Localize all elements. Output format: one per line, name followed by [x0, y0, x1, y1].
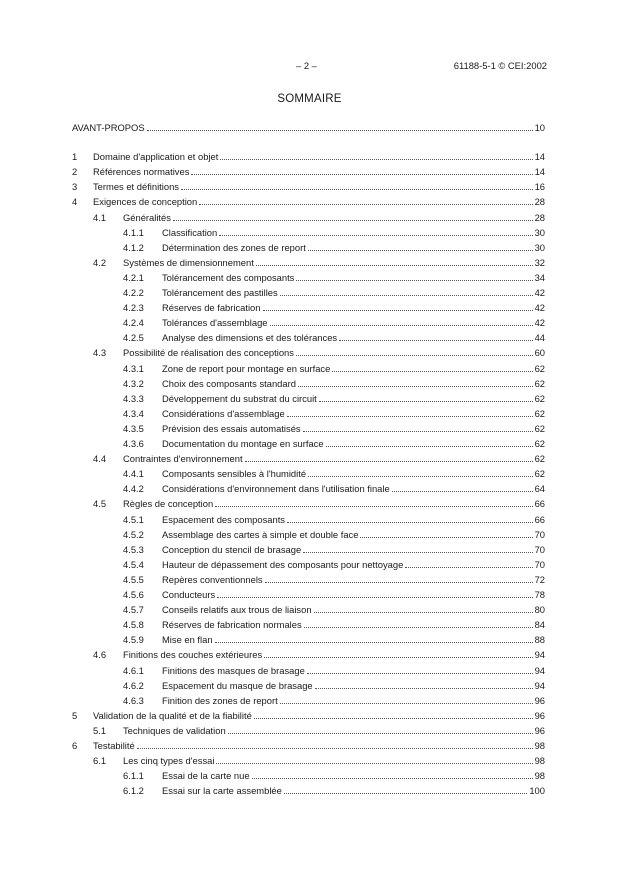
toc-entry-page: 98 [534, 740, 545, 751]
dot-leader [215, 641, 533, 643]
toc-entry-title: Règles de conception [123, 498, 214, 510]
toc-entry-title: Espacement du masque de brasage [162, 679, 313, 691]
toc-entry[interactable] [72, 162, 545, 177]
dot-leader [256, 264, 533, 266]
toc-entry-title: Essai sur la carte assemblée [162, 785, 282, 797]
dot-leader [280, 294, 533, 296]
toc-entry-title: Tolérancement des pastilles [162, 287, 278, 298]
toc-entry-title: Détermination des zones de report [162, 241, 306, 253]
toc-entry-number: 3 [72, 181, 78, 193]
toc-entry[interactable] [72, 736, 545, 751]
dot-leader [252, 777, 533, 779]
toc-entry-number: 4.5.1 [123, 513, 144, 525]
toc-entry[interactable] [72, 328, 545, 343]
toc-entry[interactable] [72, 721, 545, 736]
toc-entry-number: 4.4.2 [123, 483, 144, 495]
toc-entry-title: Assemblage des cartes à simple et double face [162, 528, 359, 540]
toc-entry-page: 14 [534, 166, 545, 178]
toc-entry[interactable] [72, 208, 545, 223]
dot-leader [298, 385, 533, 387]
toc-entry[interactable] [72, 781, 545, 796]
toc-entry-page: 64 [534, 483, 545, 495]
dot-leader [296, 279, 532, 281]
dot-leader [304, 626, 533, 628]
toc-entry-page: 30 [534, 241, 545, 253]
toc-entry[interactable] [72, 661, 545, 676]
dot-leader [287, 415, 533, 417]
toc-entry-title: Finitions des couches extérieures [123, 649, 263, 661]
toc-entry-page: 66 [534, 513, 545, 525]
document-reference: 61188-5-1 © CEI:2002 [453, 60, 547, 71]
toc-entry-title: Développement du substrat du circuit [162, 392, 317, 404]
dot-leader [392, 490, 533, 492]
dot-leader [307, 672, 533, 674]
toc-entry-title: Considérations d'environnement dans l'utilisation finale [162, 483, 390, 495]
dot-leader [303, 551, 532, 553]
toc-entry-title: Conducteurs [162, 589, 216, 600]
toc-entry[interactable] [72, 223, 545, 238]
toc-entry-number: 4.5.4 [123, 558, 144, 570]
toc-entry-title: Analyse des dimensions et des tolérances [162, 332, 338, 344]
toc-entry[interactable] [72, 555, 545, 570]
dot-leader [254, 717, 533, 719]
toc-entry-page: 98 [534, 755, 545, 767]
toc-entry-title: Classification [162, 226, 218, 238]
toc-entry[interactable] [72, 343, 545, 358]
toc-entry-title: Conception du stencil de brasage [162, 543, 302, 555]
toc-entry[interactable] [72, 645, 545, 660]
toc-entry[interactable] [72, 313, 545, 328]
toc-entry-page: 10 [534, 122, 545, 133]
toc-entry-page: 66 [534, 498, 545, 510]
dot-leader [191, 173, 532, 175]
toc-entry-title: Réserves de fabrication [162, 302, 261, 314]
dot-leader [219, 234, 532, 236]
toc-entry-number: 4.5.5 [123, 573, 144, 585]
toc-entry[interactable] [72, 494, 545, 509]
toc-entry-page: 16 [534, 181, 545, 193]
toc-entry-title: Testabilité [93, 740, 135, 751]
dot-leader [181, 188, 533, 190]
toc-entry[interactable] [72, 253, 545, 268]
toc-entry[interactable] [72, 192, 545, 207]
dot-leader [308, 249, 533, 251]
toc-entry-page: 62 [534, 407, 545, 419]
toc-entry-number: 4.5.3 [123, 543, 144, 555]
dot-leader [284, 792, 528, 794]
toc-entry-number: 4.5.7 [123, 604, 144, 616]
toc-entry-page: 44 [534, 332, 545, 344]
dot-leader [339, 339, 532, 341]
toc-entry[interactable] [72, 751, 545, 766]
toc-entry-number: 4.3.4 [123, 407, 144, 419]
toc-entry-title: Mise en flan [162, 634, 213, 646]
toc-entry-number: 4.1.1 [123, 226, 144, 238]
dot-leader [263, 309, 533, 311]
toc-entry-page: 98 [534, 770, 545, 782]
toc-entry-page: 70 [534, 543, 545, 555]
toc-entry[interactable] [72, 419, 545, 434]
toc-entry-page: 14 [534, 151, 545, 163]
toc-entry-title: Réserves de fabrication normales [162, 619, 302, 631]
dot-leader [217, 596, 532, 598]
toc-entry-page: 72 [534, 573, 545, 585]
dot-leader [270, 324, 533, 326]
toc-entry[interactable] [72, 359, 545, 374]
toc-entry-page: 42 [534, 302, 545, 314]
toc-title: SOMMAIRE [277, 93, 342, 105]
dot-leader [245, 460, 533, 462]
toc-entry-page: 30 [534, 226, 545, 238]
toc-entry-page: 96 [534, 709, 545, 721]
toc-entry[interactable] [72, 570, 545, 585]
toc-entry-number: 4.6.2 [123, 679, 144, 691]
toc-entry-number: 4.3.2 [123, 377, 144, 389]
toc-entry-page: 94 [534, 649, 545, 661]
dot-leader [147, 129, 533, 131]
toc-entry-title: Prévision des essais automatisés [162, 422, 301, 434]
toc-entry-page: 96 [534, 724, 545, 736]
toc-entry-title: Généralités [123, 211, 171, 223]
toc-entry-page: 100 [529, 785, 545, 797]
toc-entry-title: Contraintes d'environnement [123, 453, 243, 465]
toc-entry[interactable] [72, 238, 545, 253]
toc-entry-page: 34 [534, 271, 545, 283]
toc-entry-page: 78 [534, 589, 545, 600]
toc-entry-page: 70 [534, 558, 545, 570]
toc-entry-number: 5 [72, 709, 78, 721]
toc-entry[interactable] [72, 374, 545, 389]
toc-entry-title: Considérations d'assemblage [162, 407, 285, 419]
toc-entry-title: Validation de la qualité et de la fiabilité [93, 709, 252, 721]
toc-entry-title: Finition des zones de report [162, 694, 278, 706]
toc-entry-title: Possibilité de réalisation des conceptions [123, 347, 294, 359]
toc-entry[interactable] [72, 676, 545, 691]
toc-entry-title: Termes et définitions [93, 181, 179, 193]
toc-entry-number: 4.2.2 [123, 287, 144, 298]
toc-entry-page: 62 [534, 392, 545, 404]
toc-entry-number: 4.3.1 [123, 362, 144, 374]
toc-entry-number: 4.3.3 [123, 392, 144, 404]
dot-leader [326, 445, 533, 447]
toc-entry-page: 62 [534, 438, 545, 449]
toc-entry-number: 4.3.6 [123, 438, 144, 449]
dot-leader [332, 370, 532, 372]
toc-entry-page: 62 [534, 362, 545, 374]
toc-entry-title: Zone de report pour montage en surface [162, 362, 331, 374]
toc-entry-title: Choix des composants standard [162, 377, 296, 389]
toc-entry-number: 4.5.9 [123, 634, 144, 646]
toc-entry-page: 28 [534, 196, 545, 208]
toc-entry-number: 4.4 [93, 453, 107, 465]
toc-entry[interactable] [72, 540, 545, 555]
toc-entry-number: 5.1 [93, 724, 107, 736]
toc-entry-title: Tolérancement des composants [162, 271, 295, 283]
toc-entry[interactable] [72, 389, 545, 404]
toc-entry-title: Hauteur de dépassement des composants pour nettoyage [162, 558, 404, 570]
dot-leader [265, 581, 533, 583]
page-number: – 2 – [296, 60, 317, 71]
dot-leader [199, 203, 532, 205]
toc-entry-title: Documentation du montage en surface [162, 438, 324, 449]
toc-entry-title: Repères conventionnels [162, 573, 263, 585]
dot-leader [308, 475, 533, 477]
toc-entry[interactable] [72, 147, 545, 162]
toc-entry-page: 42 [534, 287, 545, 298]
toc-entry-page: 94 [534, 679, 545, 691]
toc-entry-page: 62 [534, 377, 545, 389]
toc-entry[interactable] [72, 479, 545, 494]
dot-leader [287, 521, 533, 523]
toc-entry-number: 4.6 [93, 649, 107, 661]
toc-entry-number: 4.6.3 [123, 694, 144, 706]
toc-entry-page: 84 [534, 619, 545, 631]
toc-entry-number: 4.2.1 [123, 271, 144, 283]
dot-leader [405, 566, 532, 568]
toc-entry-number: 4 [72, 196, 78, 208]
toc-entry-number: 4.5.2 [123, 528, 144, 540]
toc-entry-number: 4.4.1 [123, 468, 144, 480]
toc-entry[interactable] [72, 525, 545, 540]
toc-entry-title: Systèmes de dimensionnement [123, 256, 254, 268]
toc-entry-number: 4.2.4 [123, 317, 144, 329]
toc-entry-title: Domaine d'application et objet [93, 151, 219, 163]
toc-entry-page: 62 [534, 453, 545, 465]
toc-entry-page: 70 [534, 528, 545, 540]
toc-entry[interactable] [72, 615, 545, 630]
toc-entry-number: 4.5.8 [123, 619, 144, 631]
toc-entry-page: 80 [534, 604, 545, 616]
toc-entry[interactable] [72, 766, 545, 781]
toc-entry-title: Composants sensibles à l'humidité [162, 468, 307, 480]
toc-entry-number: 6.1.2 [123, 785, 144, 797]
dot-leader [220, 158, 532, 160]
toc-entry[interactable] [72, 268, 545, 283]
toc-entry-page: 94 [534, 664, 545, 676]
toc-entry[interactable] [72, 600, 545, 615]
toc-entry-number: 4.3.5 [123, 422, 144, 434]
toc-entry-page: 42 [534, 317, 545, 329]
toc-entry-number: 4.5 [93, 498, 107, 510]
toc-entry-page: 60 [534, 347, 545, 359]
dot-leader [315, 687, 533, 689]
toc-entry-page: 32 [534, 256, 545, 268]
toc-entry-title: Références normatives [93, 166, 190, 178]
dot-leader [173, 219, 533, 221]
dot-leader [137, 747, 533, 749]
toc-entry-title: Exigences de conception [93, 196, 198, 208]
toc-entry[interactable] [72, 177, 545, 192]
toc-entry-title: AVANT-PROPOS [72, 122, 145, 133]
toc-entry-number: 4.3 [93, 347, 107, 359]
toc-entry[interactable] [72, 510, 545, 525]
toc-entry-number: 4.1 [93, 211, 107, 223]
dot-leader [303, 430, 533, 432]
toc-entry[interactable] [72, 630, 545, 645]
toc-entry-title: Essai de la carte nue [162, 770, 250, 782]
dot-leader [319, 400, 533, 402]
toc-entry[interactable] [72, 449, 545, 464]
toc-entry[interactable] [72, 283, 545, 298]
toc-entry[interactable] [72, 434, 545, 449]
toc-entry-number: 4.2.5 [123, 332, 144, 344]
toc-entry-number: 6.1.1 [123, 770, 144, 782]
toc-entry-number: 2 [72, 166, 78, 178]
dot-leader [360, 536, 532, 538]
dot-leader [215, 505, 532, 507]
toc-entry[interactable] [72, 298, 545, 313]
toc-entry-page: 96 [534, 694, 545, 706]
toc-entry-title: Finitions des masques de brasage [162, 664, 305, 676]
toc-entry[interactable] [72, 118, 545, 133]
toc-entry[interactable] [72, 691, 545, 706]
dot-leader [264, 656, 532, 658]
toc-entry-number: 6.1 [93, 755, 107, 767]
toc-entry-page: 62 [534, 468, 545, 480]
toc-entry-number: 6 [72, 740, 78, 751]
toc-entry-number: 4.1.2 [123, 241, 144, 253]
toc-entry-number: 4.2.3 [123, 302, 144, 314]
toc-entry-number: 4.2 [93, 256, 107, 268]
dot-leader [296, 354, 533, 356]
toc-entry-page: 28 [534, 211, 545, 223]
dot-leader [314, 611, 533, 613]
toc-entry-page: 62 [534, 422, 545, 434]
toc-entry-page: 88 [534, 634, 545, 646]
toc-entry[interactable] [72, 706, 545, 721]
toc-entry-number: 4.5.6 [123, 589, 144, 600]
dot-leader [216, 762, 532, 764]
toc-entry-number: 1 [72, 151, 78, 163]
toc-entry-title: Les cinq types d'essai [123, 755, 215, 767]
toc-entry-title: Tolérances d'assemblage [162, 317, 268, 329]
dot-leader [280, 702, 533, 704]
toc-entry[interactable] [72, 404, 545, 419]
toc-entry-title: Techniques de validation [123, 724, 226, 736]
toc-entry[interactable] [72, 585, 545, 600]
dot-leader [228, 732, 533, 734]
toc-entry-title: Conseils relatifs aux trous de liaison [162, 604, 312, 616]
toc-entry-title: Espacement des composants [162, 513, 285, 525]
toc-entry[interactable] [72, 464, 545, 479]
toc-entry-number: 4.6.1 [123, 664, 144, 676]
